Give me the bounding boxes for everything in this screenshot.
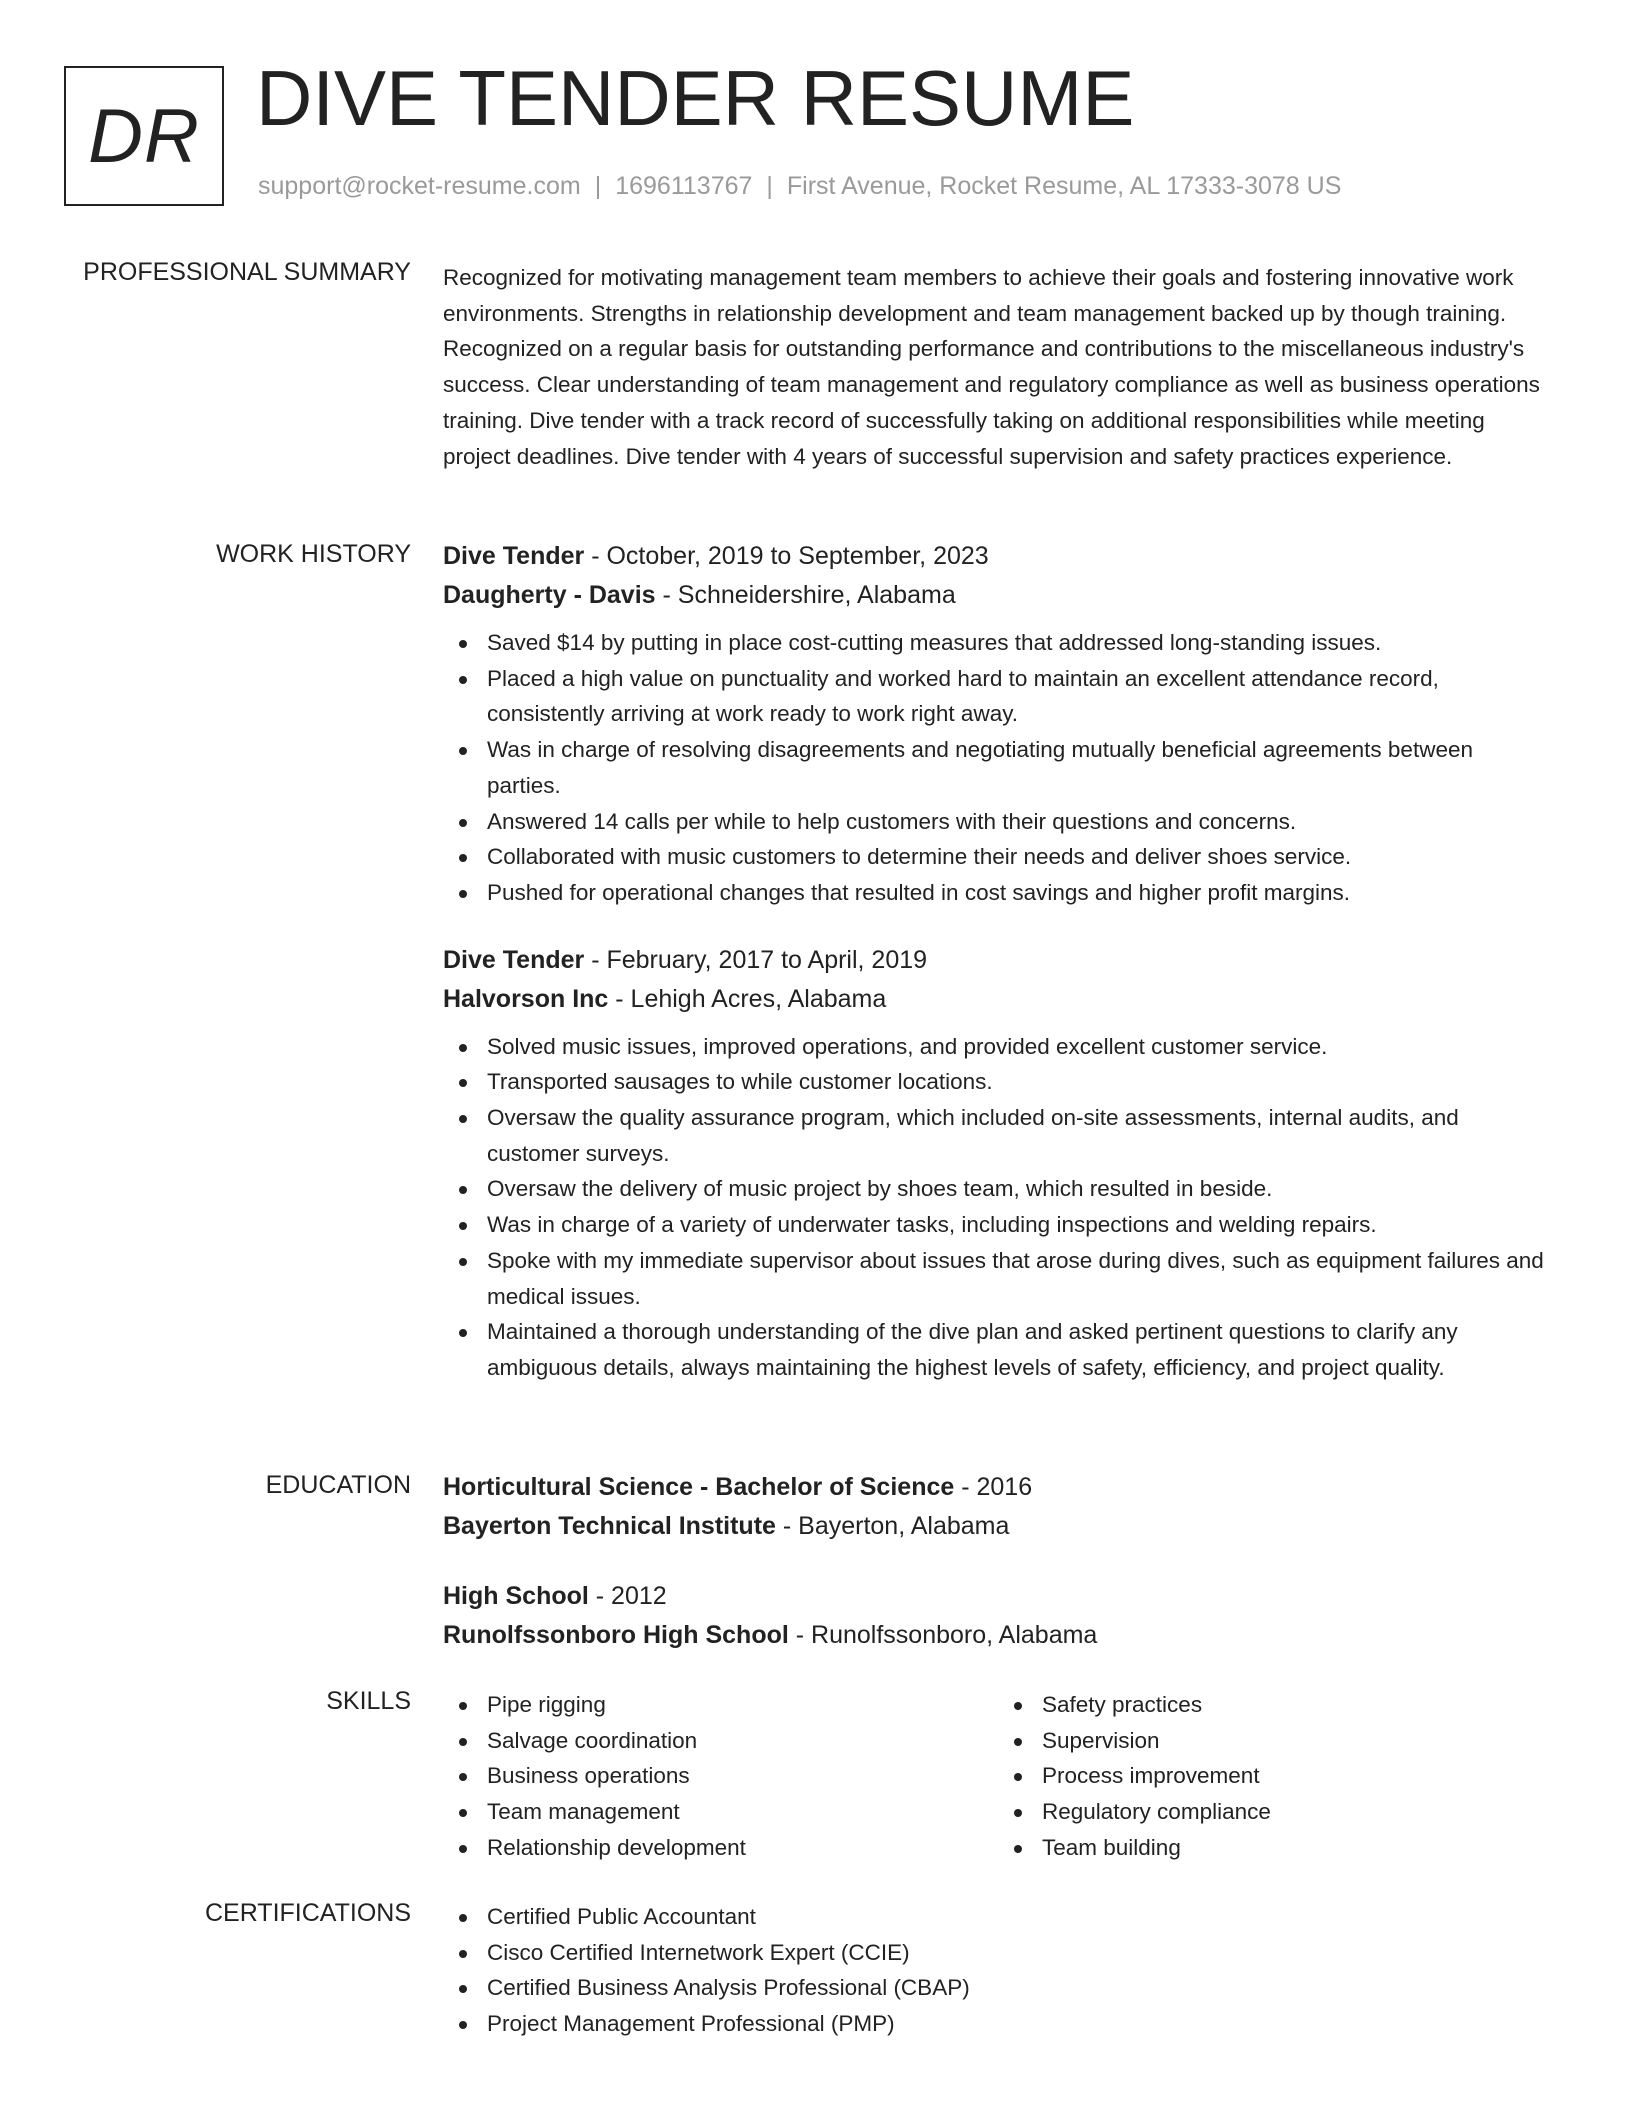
skill-item: Salvage coordination (487, 1723, 998, 1759)
summary-text: Recognized for motivating management team members to achieve their goals and fostering innovative work environments. Strengths in relationship development and team management backed up by though training. Recognized on a regular basis for outstanding performance and contributions to the miscellaneous industry's success. Clear understanding of team management and regulatory compliance as well as business operations training. Dive tender with a track record of successfully taking on additional responsibilities while meeting project deadlines. Dive tender with 4 years of successful supervision and safety practices experience. (443, 265, 1540, 469)
education-school-line (443, 1616, 1553, 1655)
certification-item: Certified Business Analysis Professional (CBAP) (487, 1970, 1553, 2006)
job-bullet: Maintained a thorough understanding of the dive plan and asked pertinent questions to clarify any ambiguous details, always maintaining the highest levels of safety, efficiency, and project quality. (487, 1314, 1553, 1385)
education-year: - 2016 (954, 1473, 1033, 1501)
skill-item: Team building (1042, 1830, 1553, 1866)
job-dates: - February, 2017 to April, 2019 (584, 945, 928, 974)
contact-separator: | (594, 172, 602, 200)
education-body (443, 1468, 1553, 1655)
job-bullet: Saved $14 by putting in place cost-cutting measures that addressed long-standing issues. (487, 625, 1553, 661)
contact-line (258, 172, 1341, 201)
job-bullet: Placed a high value on punctuality and worked hard to maintain an excellent attendance record, consistently arriving at work ready to work right away. (487, 661, 1553, 732)
job-bullet: Answered 14 calls per while to help customers with their questions and concerns. (487, 804, 1553, 840)
section-label-certifications: CERTIFICATIONS (204, 1899, 411, 1927)
education-school-line (443, 1507, 1553, 1546)
section-label-work-history: WORK HISTORY (216, 540, 411, 568)
job-bullet: Was in charge of a variety of underwater tasks, including inspections and welding repairs. (487, 1207, 1553, 1243)
job-title-line (443, 537, 1553, 576)
education-school: Runolfssonboro High School (443, 1621, 789, 1649)
job-location: - Schneidershire, Alabama (655, 581, 956, 609)
education-school: Bayerton Technical Institute (443, 1512, 776, 1540)
job-company-line (443, 980, 1553, 1019)
job-location: - Lehigh Acres, Alabama (608, 984, 887, 1013)
education-location: - Runolfssonboro, Alabama (788, 1621, 1098, 1649)
certifications-body (443, 1899, 1553, 2042)
job-bullet: Oversaw the delivery of music project by shoes team, which resulted in beside. (487, 1171, 1553, 1207)
skills-list-left (443, 1687, 998, 1866)
skill-item: Supervision (1042, 1723, 1553, 1759)
contact-phone: 1696113767 (615, 172, 753, 200)
education-entry (443, 1577, 1553, 1655)
job-dates: - October, 2019 to September, 2023 (584, 542, 989, 570)
job-company: Halvorson Inc (443, 984, 609, 1013)
contact-address: First Avenue, Rocket Resume, AL 17333-3078 US (786, 172, 1342, 200)
job-bullet: Solved music issues, improved operations, and provided excellent customer service. (487, 1029, 1553, 1065)
job-title: Dive Tender (443, 945, 585, 974)
job-bullet: Was in charge of resolving disagreements and negotiating mutually beneficial agreements between parties. (487, 732, 1553, 803)
job-bullet: Oversaw the quality assurance program, which included on-site assessments, internal audits, and customer surveys. (487, 1100, 1553, 1171)
education-year: - 2012 (588, 1582, 667, 1610)
job-bullet: Transported sausages to while customer locations. (487, 1064, 1553, 1100)
education-degree: High School (443, 1582, 589, 1610)
certification-item: Certified Public Accountant (487, 1899, 1553, 1935)
job-title: Dive Tender (443, 542, 585, 570)
education-degree-line (443, 1468, 1553, 1507)
skill-item: Pipe rigging (487, 1687, 998, 1723)
contact-separator: | (766, 172, 773, 200)
education-degree: Horticultural Science - Bachelor of Science (443, 1473, 955, 1501)
job-bullet: Collaborated with music customers to determine their needs and deliver shoes service. (487, 839, 1553, 875)
skill-item: Regulatory compliance (1042, 1794, 1553, 1830)
skill-item: Process improvement (1042, 1758, 1553, 1794)
education-entry (443, 1468, 1553, 1546)
skill-item: Team management (487, 1794, 998, 1830)
section-label-education: EDUCATION (265, 1471, 411, 1499)
contact-email: support@rocket-resume.com (258, 172, 581, 200)
work-history-body (443, 537, 1553, 1386)
section-label-skills: SKILLS (326, 1687, 411, 1715)
certifications-list (443, 1899, 1553, 2042)
skill-item: Relationship development (487, 1830, 998, 1866)
job-title-line (443, 941, 1553, 980)
certification-item: Project Management Professional (PMP) (487, 2006, 1553, 2042)
page-title: DIVE TENDER RESUME (256, 54, 1135, 142)
job-company-line (443, 576, 1553, 615)
section-label-summary: PROFESSIONAL SUMMARY (83, 258, 411, 286)
job-bullets (443, 1029, 1553, 1386)
job-bullet: Pushed for operational changes that resulted in cost savings and higher profit margins. (487, 875, 1553, 911)
summary-body (443, 260, 1553, 474)
skills-body (443, 1687, 1553, 1866)
skills-list-right (998, 1687, 1553, 1866)
monogram-logo: DR (64, 66, 224, 206)
education-degree-line (443, 1577, 1553, 1616)
skill-item: Safety practices (1042, 1687, 1553, 1723)
skill-item: Business operations (487, 1758, 998, 1794)
certification-item: Cisco Certified Internetwork Expert (CCIE) (487, 1935, 1553, 1971)
job-bullet: Spoke with my immediate supervisor about issues that arose during dives, such as equipment failures and medical issues. (487, 1243, 1553, 1314)
job-bullets (443, 625, 1553, 911)
job-entry (443, 537, 1553, 911)
job-company: Daugherty - Davis (443, 581, 656, 609)
job-entry (443, 941, 1553, 1386)
education-location: - Bayerton, Alabama (775, 1512, 1010, 1540)
